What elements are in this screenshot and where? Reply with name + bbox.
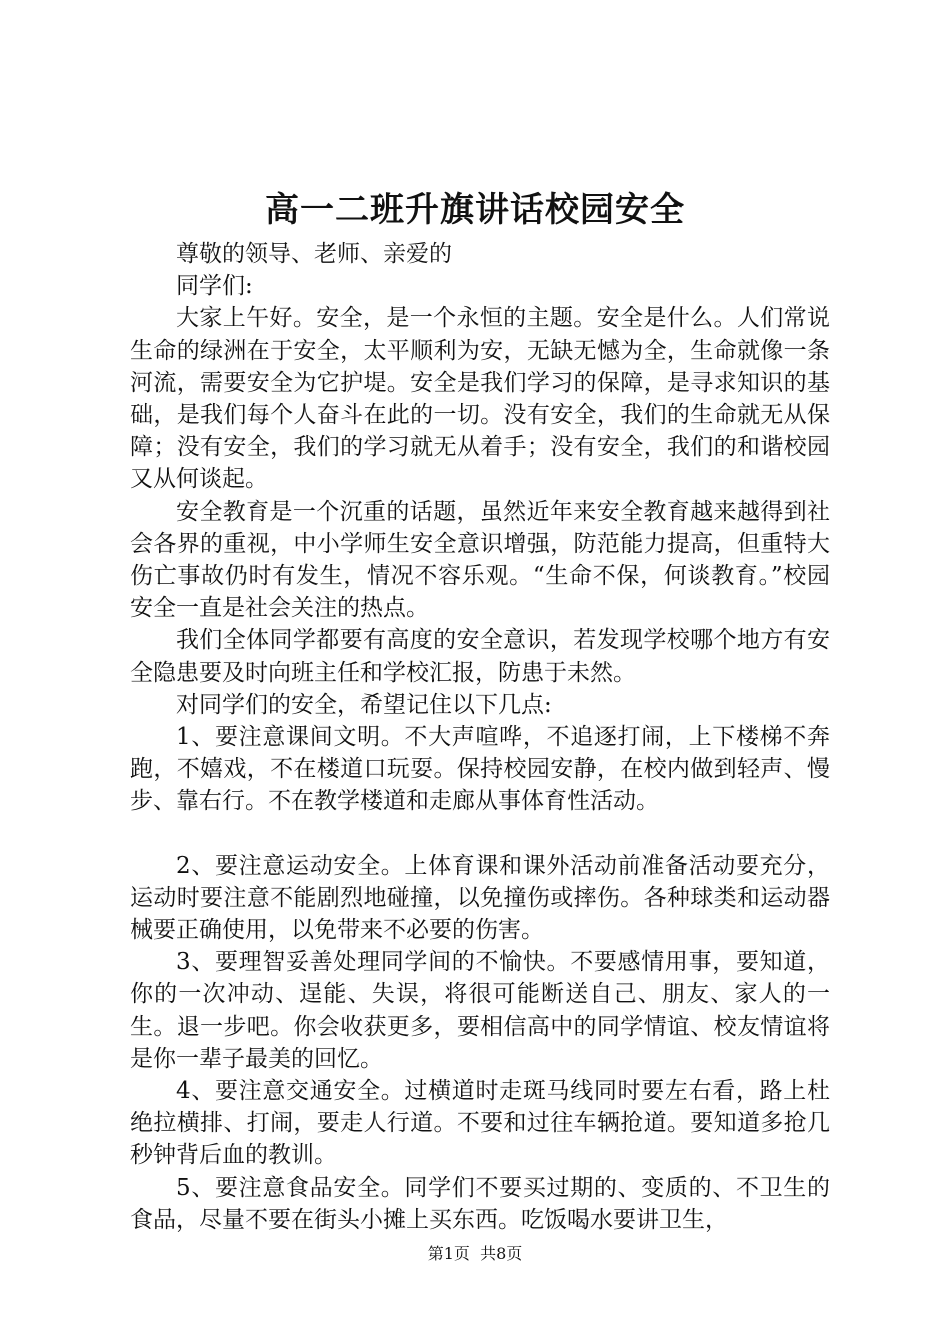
paragraph-point-1: 1、要注意课间文明。不大声喧哗，不追逐打闹，上下楼梯不奔跑，不嬉戏，不在楼道口玩耍。保持校园安静，在校内做到轻声、慢步、靠右行。不在教学楼道和走廊从事体育性活动。: [130, 724, 830, 815]
paragraph-point-3: 3、要理智妥善处理同学间的不愉快。不要感情用事，要知道，你的一次冲动、逞能、失误，将很可能断送自己、朋友、家人的一生。退一步吧。你会收获更多，要相信高中的同学情谊、校友情谊将是你一辈子最美的回忆。: [130, 949, 830, 1072]
document-title: 高一二班升旗讲话校园安全: [265, 190, 685, 230]
paragraph-education: 安全教育是一个沉重的话题，虽然近年来安全教育越来越得到社会各界的重视，中小学师生安全意识增强，防范能力提高，但重特大伤亡事故仍时有发生，情况不容乐观。“生命不保，何谈教育。”校园安全一直是社会关注的热点。: [130, 498, 830, 622]
page-total: 共8页: [480, 1244, 523, 1263]
paragraph-greeting: 尊敬的领导、老师、亲爱的: [176, 241, 452, 267]
paragraph-point-2: 2、要注意运动安全。上体育课和课外活动前准备活动要充分，运动时要注意不能剧烈地碰撞，以免撞伤或摔伤。各种球类和运动器械要正确使用，以免带来不必要的伤害。: [130, 852, 830, 944]
page-number: 第1页: [427, 1244, 470, 1263]
paragraph-intro: 大家上午好。安全，是一个永恒的主题。安全是什么。人们常说生命的绿洲在于安全，太平顺利为安，无缺无憾为全，生命就像一条河流，需要安全为它护堤。安全是我们学习的保障，是寻求知识的基础，是我们每个人奋斗在此的一切。没有安全，我们的生命就无从保障；没有安全，我们的学习就无从着手；没有安全，我们的和谐校园又从何谈起。: [130, 305, 830, 493]
document-body: [130, 238, 830, 1236]
paragraph-awareness: 我们全体同学都要有高度的安全意识，若发现学校哪个地方有安全隐患要及时向班主任和学校汇报，防患于未然。: [130, 627, 830, 686]
paragraph-greeting-cont: 同学们:: [176, 273, 253, 300]
page-footer: [0, 1243, 950, 1265]
paragraph-point-4: 4、要注意交通安全。过横道时走斑马线同时要左右看，路上杜绝拉横排、打闹，要走人行道。不要和过往车辆抢道。要知道多抢几秒钟背后血的教训。: [130, 1078, 830, 1169]
paragraph-point-5: 5、要注意食品安全。同学们不要买过期的、变质的、不卫生的食品，尽量不要在街头小摊上买东西。吃饭喝水要讲卫生，: [130, 1174, 830, 1233]
paragraph-points-intro: 对同学们的安全，希望记住以下几点:: [176, 691, 552, 718]
